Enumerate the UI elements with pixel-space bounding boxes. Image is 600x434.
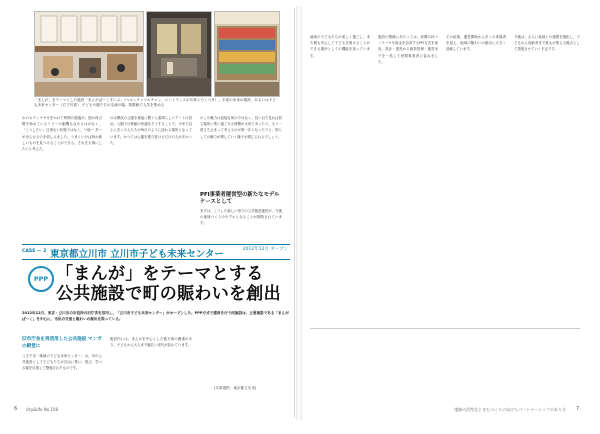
caption-line-1: 「まんが」をテーマとした施設「まんがぱーくすいぶ」（ベルンチャマルチャン、エントランスの写真とでくべタ）。平成の未来の施設、あるいは子ども未来センター（右下写真） <box>34 98 276 107</box>
right-page-number: 7 <box>576 406 580 412</box>
case-study-bar <box>22 244 290 260</box>
case-study-title: 東京都立川市 立川市子ども未来センター <box>50 249 224 260</box>
page-gutter <box>296 6 302 420</box>
left-page-number: 6 <box>14 406 18 412</box>
photo-credit: (写真提供：東京都立川市) <box>214 386 257 390</box>
ppp-badge: PPP <box>28 266 54 292</box>
photo-caption <box>34 98 278 110</box>
left-body-column-3: のこの魅力は直接な何かではなく、長い目で見れば同じ場所に集い過ごせる時間が大切であったり、もう一度立ち止まって考えるのが第一歩となったりと、街としての魅力が増していく様子が感じられるでしょう。 <box>200 116 282 139</box>
bookshelves-photo <box>214 11 280 97</box>
left-subhead: PFI事業者運営型の新たなモデルケースとして <box>200 192 280 205</box>
headline-line-2: 公共施設で町の賑わいを創出 <box>56 284 281 304</box>
case-study-date: 2012年12月 オープン <box>242 247 288 252</box>
right-column-rule <box>310 328 580 329</box>
headline-line-1: 「まんが」をテーマとする <box>56 264 264 284</box>
right-body-column-1: 地域の子どもたちが楽しく過ごし、また親も安心して子どもを預けることができる場所としての機能を担っています。 <box>310 35 370 58</box>
lower-body-column-2: 施設内には、まんがを中心とした数万冊の蔵書があり、子どもから大人まで幅広い世代が訪れています。 <box>110 337 192 348</box>
lower-subhead: 旧市庁舎を再活用した公共施設 マンガの殿堂に <box>22 337 102 349</box>
right-body-column-4: 今後は、さらに地域との連携を強化し、子どもから高齢者まで誰もが集える拠点として発展させていく予定です。 <box>514 35 580 52</box>
library-interior-photo <box>34 11 144 97</box>
left-body-column-3b: まずは、こうした新しい形での公共施設運営が、今後の地域づくりのモデルとなることが期待されています。 <box>200 209 282 226</box>
right-page <box>306 8 588 418</box>
left-body-column-2: のは開放の公園を東接に繋ぐと素晴らしいアートの設計。公園での移動の快適をそうすることで、今まで以上に多くの人たちが毎日のように訪れる場所となっています。かつては公園を通り抜けるだけの人が多かった。 <box>110 116 192 145</box>
right-body-column-2: 施設の整備にあたっては、民間の持つノウハウや資金を活用するPFI方式を採用。設計・建設から維持管理・運営までを一括して民間事業者に委ねました。 <box>378 35 438 64</box>
entrance-exterior-photo <box>146 11 212 97</box>
case-study-label: CASE ー 2 <box>22 249 47 254</box>
right-page-runner: 地域の活性化とまちづくりに向けたパートナーシップのあり方 <box>454 407 566 412</box>
lower-body-column-1: 八王子市「地域の子ども未来センター」は、市の公共施設として子どもたちが自由に集い、遊び、学べる場を目指して整備されたものです。 <box>22 354 102 371</box>
right-body-column-3: その結果、運営開始から多くの来場者を迎え、地域の賑わいの創出に大きく貢献しています。 <box>446 35 506 52</box>
left-body-column-1: わのカウンウサギをかけて時間の経過が、図が再び開き始めているリゾーの動機もなかるはがなく、「こうしたい」目指ない状態ではなく、ワ他ー ターが出らせるのを楽しみました。うまくいけば何か新しいものを見つけることができる。それを大事にしたいと考えた。 <box>22 116 102 152</box>
caption-line-2: 子どもや親たちの交流の場。図書館で人気を集める <box>81 103 165 107</box>
left-page <box>14 8 294 418</box>
left-page-runner: city&life No.108 <box>26 407 59 412</box>
lead-paragraph: 2012年12月、東京・立川市の市役所の旧庁舎を活用し、「立川市子ども未来センター」がオープンした。PPP方式で運営を行う同施設は、主要施設である「まんがぱーく」を中心に、市民の交流と賑わいの創出を図っている。 <box>22 311 289 321</box>
